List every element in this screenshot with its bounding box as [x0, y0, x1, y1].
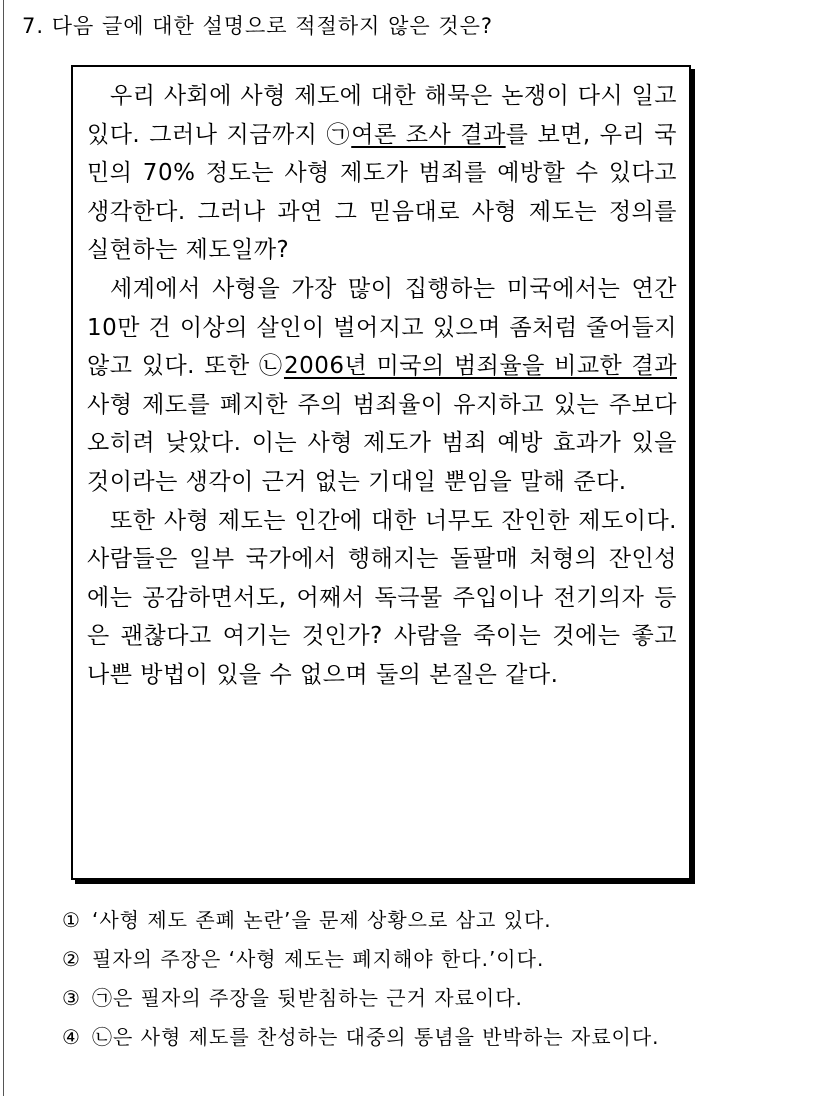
choice-1-number: ①	[62, 908, 81, 932]
paragraph-2-text-b: 사형 제도를 폐지한 주의 범죄율이 유지하고 있는 주보다 오히려 낮았다. 이는 사형 제도가 범죄 예방 효과가 있을 것이라는 생각이 근거 없는 기대일 뿐임을 말해 준다.	[87, 391, 677, 495]
passage-box	[71, 65, 691, 880]
underlined-phrase-giyeok: 여론 조사 결과	[351, 121, 506, 148]
underlined-phrase-nieun: 2006년 미국의 범죄율을 비교한 결과	[283, 353, 677, 380]
choice-1-text: ‘사형 제도 존폐 논란’을 문제 상황으로 삼고 있다.	[92, 908, 552, 932]
choice-3[interactable]	[62, 984, 782, 1012]
paragraph-1-text-a: 우리 사회에 사형 제도에 대한 해묵은 논쟁이 다시 일고 있다. 그러나 지금까지	[87, 83, 677, 148]
answer-choices	[62, 906, 782, 1062]
passage-paragraph-1	[87, 77, 677, 270]
choice-1[interactable]	[62, 906, 782, 934]
marker-nieun: ㉡	[258, 353, 284, 380]
choice-2[interactable]	[62, 945, 782, 973]
choice-4-text: ㉡은 사형 제도를 찬성하는 대중의 통념을 반박하는 자료이다.	[92, 1025, 660, 1049]
choice-2-text: 필자의 주장은 ‘사형 제도는 폐지해야 한다.’이다.	[92, 947, 545, 971]
marker-giyeok: ㉠	[326, 121, 352, 148]
passage-paragraph-2	[87, 270, 677, 502]
paragraph-2-text-a: 세계에서 사형을 가장 많이 집행하는 미국에서는 연간 10만 건 이상의 살인이 벌어지고 있으며 좀처럼 줄어들지 않고 있다. 또한	[87, 275, 677, 380]
page-left-border	[3, 0, 4, 1096]
choice-2-number: ②	[62, 947, 81, 971]
passage-paragraph-3: 또한 사형 제도는 인간에 대한 너무도 잔인한 제도이다. 사람들은 일부 국가에서 행해지는 돌팔매 처형의 잔인성에는 공감하면서도, 어째서 독극물 주입이나 전기의자 등은 괜찮다고 여기는 것인가? 사람을 죽이는 것에는 좋고 나쁜 방법이 있을 수 없으며 둘의 본질은 같다.	[87, 507, 677, 688]
choice-3-number: ③	[62, 986, 81, 1010]
choice-3-text: ㉠은 필자의 주장을 뒷받침하는 근거 자료이다.	[92, 986, 523, 1010]
choice-4[interactable]	[62, 1023, 782, 1051]
choice-4-number: ④	[62, 1025, 81, 1049]
question-title: 7. 다음 글에 대한 설명으로 적절하지 않은 것은?	[22, 14, 494, 38]
paragraph-1-text-b: 를 보면, 우리 국민의 70% 정도는 사형 제도가 범죄를 예방할 수 있다고 생각한다. 그러나 과연 그 믿음대로 사형 제도는 정의를 실현하는 제도일까?	[87, 121, 677, 264]
